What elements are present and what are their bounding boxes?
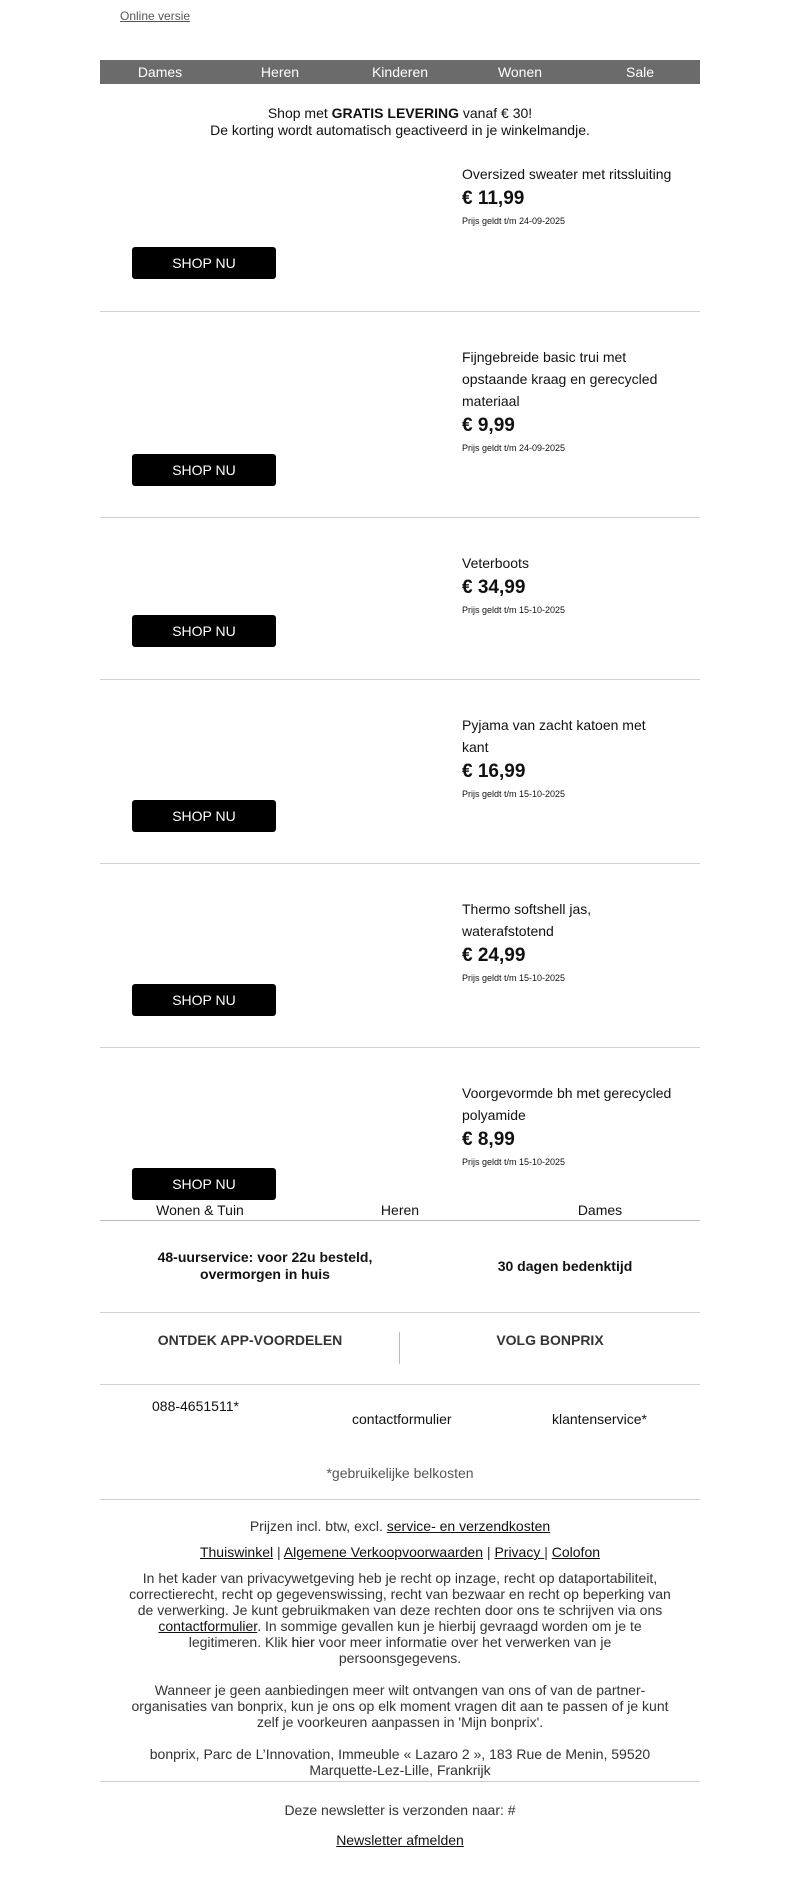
promo-highlight: GRATIS LEVERING [331, 105, 459, 121]
online-version-link[interactable]: Online versie [120, 9, 191, 23]
category-link-heren[interactable]: Heren [380, 1202, 420, 1218]
product-info [462, 163, 672, 228]
shop-now-button[interactable]: SHOP NU [132, 800, 276, 832]
product-info [462, 714, 672, 801]
category-link-wonen-tuin[interactable]: Wonen & Tuin [156, 1202, 244, 1218]
footer-link-privacy[interactable]: Privacy [494, 1544, 545, 1560]
privacy-text-1: In het kader van privacywetgeving heb je recht op inzage, recht op dataportabiliteit, correctierecht, recht op gegevenswissing, recht van bezwaar en recht op beperking van de verwerking. Je kunt gebruikmaken van deze rechten door ons te schrijven via ons [129, 1570, 671, 1618]
shop-now-button[interactable]: SHOP NU [132, 984, 276, 1016]
privacy-here-link[interactable]: hier [291, 1634, 315, 1650]
product-info [462, 898, 672, 985]
product-price: € 9,99 [462, 415, 515, 436]
sent-to-text: Deze newsletter is verzonden naar: # [284, 1802, 516, 1818]
product-name[interactable]: Thermo softshell jas, waterafstotend [462, 901, 592, 939]
usp-section [100, 1220, 700, 1313]
price-validity: Prijs geldt t/m 15-10-2025 [462, 789, 566, 799]
product-price: € 24,99 [462, 945, 526, 966]
follow-bonprix-link[interactable]: VOLG BONPRIX [496, 1332, 604, 1348]
shop-now-button[interactable]: SHOP NU [132, 454, 276, 486]
footer-link-terms[interactable]: Algemene Verkoopvoorwaarden [283, 1544, 484, 1560]
price-validity: Prijs geldt t/m 15-10-2025 [462, 1157, 566, 1167]
nav-item-kinderen[interactable]: Kinderen [371, 64, 429, 80]
nav-item-sale[interactable]: Sale [625, 64, 655, 80]
phone-link[interactable]: 088-4651511* [152, 1398, 239, 1414]
footer-links: Thuiswinkel | Algemene Verkoopvoorwaarden | Privacy | Colofon [199, 1544, 601, 1560]
category-link-dames[interactable]: Dames [577, 1202, 623, 1218]
product-price: € 16,99 [462, 761, 526, 782]
price-validity: Prijs geldt t/m 15-10-2025 [462, 973, 566, 983]
privacy-text-3: voor meer informatie over het verwerken van je persoonsgegevens. [314, 1634, 612, 1666]
product-card [100, 312, 700, 518]
product-card [100, 864, 700, 1048]
app-advantages-link[interactable]: ONTDEK APP-VOORDELEN [157, 1332, 343, 1348]
product-name[interactable]: Veterboots [462, 555, 529, 571]
unsubscribe-info: Wanneer je geen aanbiedingen meer wilt ontvangen van ons of van de partner-organisaties van bonprix, kun je ons op elk moment vragen dit aan te passen of je kunt zelf je voorkeuren aanpassen in 'Mijn bonprix'. [131, 1682, 669, 1730]
product-name[interactable]: Fijngebreide basic trui met opstaande kraag en gerecycled materiaal [462, 349, 658, 409]
privacy-contact-form-link[interactable]: contactformulier [158, 1618, 258, 1634]
promo-prefix: Shop met [267, 105, 332, 121]
price-validity: Prijs geldt t/m 24-09-2025 [462, 443, 566, 453]
shipping-costs-link[interactable]: service- en verzendkosten [386, 1518, 551, 1534]
product-info [462, 552, 672, 617]
prices-text: Prijzen incl. btw, excl. [249, 1518, 387, 1534]
price-validity: Prijs geldt t/m 24-09-2025 [462, 216, 566, 226]
app-social-section [100, 1313, 700, 1385]
product-card [100, 518, 700, 680]
promo-line-2: De korting wordt automatisch geactiveerd in je winkelmandje. [210, 122, 590, 138]
promo-suffix: vanaf € 30! [458, 105, 533, 121]
product-name[interactable]: Pyjama van zacht katoen met kant [462, 717, 646, 755]
privacy-text [100, 1570, 700, 1666]
unsubscribe-link[interactable]: Newsletter afmelden [336, 1832, 464, 1848]
price-validity: Prijs geldt t/m 15-10-2025 [462, 605, 566, 615]
category-links [100, 1200, 700, 1221]
product-card [100, 160, 700, 312]
newsletter-footer [100, 1781, 700, 1848]
product-card [100, 1048, 700, 1200]
product-price: € 34,99 [462, 577, 526, 598]
shop-now-button[interactable]: SHOP NU [132, 615, 276, 647]
product-info [462, 346, 672, 455]
usp-delivery: 48-uurservice: voor 22u besteld, overmorgen in huis [157, 1249, 373, 1282]
customer-service-link[interactable]: klantenservice* [552, 1411, 647, 1427]
product-price: € 11,99 [462, 188, 525, 209]
company-address: bonprix, Parc de L’Innovation, Immeuble « Lazaro 2 », 183 Rue de Menin, 59520 Marquette-Lez-Lille, Frankrijk [149, 1746, 651, 1778]
product-price: € 8,99 [462, 1129, 515, 1150]
product-info [462, 1082, 672, 1169]
promo-line-1 [100, 105, 700, 122]
footer-link-colofon[interactable]: Colofon [551, 1544, 601, 1560]
footer-link-thuiswinkel[interactable]: Thuiswinkel [199, 1544, 274, 1560]
contact-section [100, 1385, 700, 1500]
call-costs-note: *gebruikelijke belkosten [326, 1465, 474, 1481]
product-name[interactable]: Voorgevormde bh met gerecycled polyamide [462, 1085, 672, 1123]
product-name[interactable]: Oversized sweater met ritssluiting [462, 166, 672, 182]
prices-note [100, 1518, 700, 1534]
nav-item-heren[interactable]: Heren [260, 64, 300, 80]
nav-item-wonen[interactable]: Wonen [497, 64, 543, 80]
footer [100, 1500, 700, 1778]
shop-now-button[interactable]: SHOP NU [132, 247, 276, 279]
divider [399, 1332, 400, 1364]
privacy-text-2: . In sommige gevallen kun je hierbij gevraagd worden om je te legitimeren. Klik [188, 1618, 642, 1650]
shop-now-button[interactable]: SHOP NU [132, 1168, 276, 1200]
category-nav [100, 60, 700, 84]
nav-item-dames[interactable]: Dames [137, 64, 183, 80]
contact-form-link[interactable]: contactformulier [352, 1411, 452, 1427]
promo-banner [100, 105, 700, 139]
product-card [100, 680, 700, 864]
usp-return: 30 dagen bedenktijd [497, 1257, 633, 1274]
